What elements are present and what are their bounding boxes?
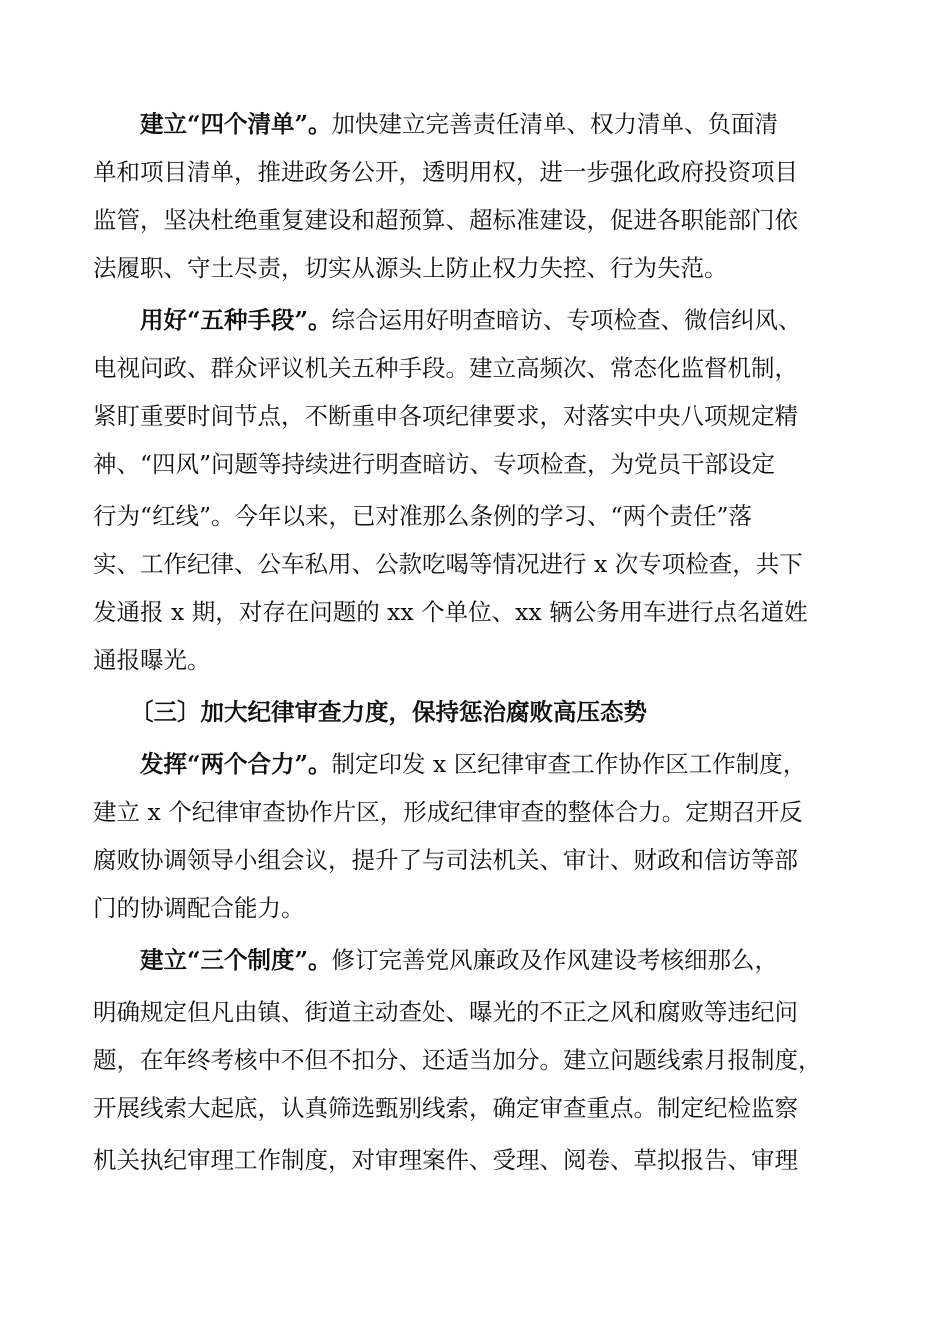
paragraph-line: 监管，坚决杜绝重复建设和超预算、超标准建设，促进各职能部门依 [93,206,798,234]
paragraph-line: 明确规定但凡由镇、街道主动查处、曝光的不正之风和腐败等违纪问 [93,998,798,1026]
paragraph-line: 门的协调配合能力。 [93,894,305,922]
paragraph-text: 制定印发 x 区纪律审查工作协作区工作制度， [331,750,807,778]
paragraph-line: 通报曝光。 [93,646,211,674]
paragraph-line: 实、工作纪律、公车私用、公款吃喝等情况进行 x 次专项检查，共下 [93,550,803,578]
paragraph-lead: 建立“四个清单”。 [140,110,332,138]
paragraph-line: 单和项目清单，推进政务公开，透明用权，进一步强化政府投资项目 [93,158,798,186]
paragraph-line: 发通报 x 期，对存在问题的 xx 个单位、xx 辆公务用车进行点名道姓 [93,598,808,626]
paragraph-line: 机关执纪审理工作制度，对审理案件、受理、阅卷、草拟报告、审理 [93,1146,798,1174]
paragraph-line: 法履职、守土尽责，切实从源头上防止权力失控、行为失范。 [93,254,728,282]
paragraph-text: 修订完善党风廉政及作风建设考核细那么， [331,946,779,974]
paragraph-lead: 建立“三个制度”。 [140,946,332,974]
paragraph-line: 电视问政、群众评议机关五种手段。建立高频次、常态化监督机制， [93,354,798,382]
paragraph-line: 开展线索大起底，认真筛选甄别线索，确定审查重点。制定纪检监察 [93,1094,798,1122]
paragraph-line: 紧盯重要时间节点，不断重申各项纪律要求，对落实中央八项规定精 [93,402,798,430]
paragraph-line [0,104,950,144]
paragraph-line: 神、“四风”问题等持续进行明查暗访、专项检查，为党员干部设定 [93,450,776,478]
paragraph-text: 加快建立完善责任清单、权力清单、负面清 [331,110,779,138]
paragraph-lead: 发挥“两个合力”。 [140,750,332,778]
paragraph-line: 行为“红线”。今年以来，已对准那么条例的学习、“两个责任”落 [93,502,753,530]
section-heading: 〔三〕加大纪律审查力度，保持惩治腐败高压态势 [130,698,647,726]
paragraph-line: 题，在年终考核中不但不扣分、还适当加分。建立问题线索月报制度， [93,1046,822,1074]
paragraph-line [0,940,950,980]
paragraph-line: 腐败协调领导小组会议，提升了与司法机关、审计、财政和信访等部 [93,846,798,874]
paragraph-line [0,744,950,784]
paragraph-line [0,300,950,340]
paragraph-lead: 用好“五种手段”。 [140,306,332,334]
paragraph-text: 综合运用好明查暗访、专项检查、微信纠风、 [331,306,802,334]
paragraph-line: 建立 x 个纪律审查协作片区，形成纪律审查的整体合力。定期召开反 [93,798,803,826]
